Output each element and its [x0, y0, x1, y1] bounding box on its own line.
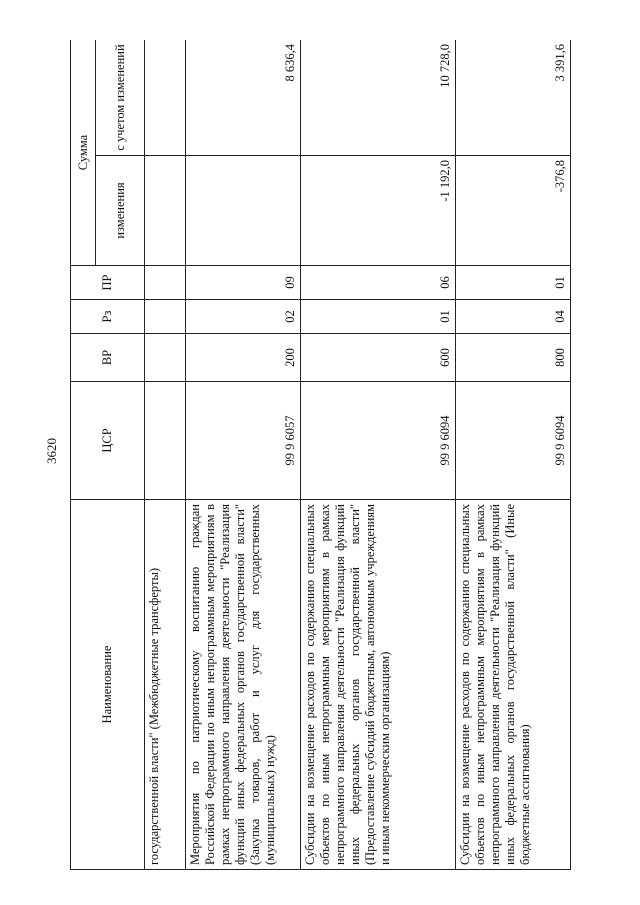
row-vr: 800 [456, 334, 571, 382]
row-name: Субсидии на возмещение расходов по содержанию специальных объектов по иным непрограммным мероприятиям в рамках непрограммного направления деятельности "Реализация функций иных федеральных органов государственной власти" (Иные бюджетные ассигнования) [456, 500, 571, 870]
row-pr: 09 [186, 266, 301, 300]
header-vr: ВР [71, 334, 145, 382]
row-total: 10 728,0 [301, 40, 456, 156]
header-name: Наименование [71, 500, 145, 870]
header-sum: Сумма [71, 40, 96, 266]
row-rz: 01 [301, 300, 456, 334]
row-vr [145, 334, 186, 382]
row-csr: 99 9 6094 [456, 382, 571, 500]
table-row [456, 40, 571, 870]
row-rz: 04 [456, 300, 571, 334]
header-row [71, 40, 96, 870]
row-pr: 01 [456, 266, 571, 300]
header-rz: Рз [71, 300, 145, 334]
row-change [145, 156, 186, 266]
header-csr: ЦСР [71, 382, 145, 500]
row-total [145, 40, 186, 156]
page-number: 3620 [44, 438, 59, 464]
row-vr: 200 [186, 334, 301, 382]
row-rz: 02 [186, 300, 301, 334]
row-csr: 99 9 6094 [301, 382, 456, 500]
row-name: Субсидии на возмещение расходов по содержанию специальных объектов по иным непрограммным мероприятиям в рамках непрограммного направления деятельности "Реализация функций иных федеральных органов государственной власти" (Предоставление субсидий бюджетным, автономным учреждениям и иным некоммерческим организациям) [301, 500, 456, 870]
row-csr: 99 9 6057 [186, 382, 301, 500]
table-row [301, 40, 456, 870]
rotated-page [70, 40, 590, 870]
table-row [186, 40, 301, 870]
row-change [186, 156, 301, 266]
row-vr: 600 [301, 334, 456, 382]
budget-table [70, 40, 571, 870]
row-change: -1 192,0 [301, 156, 456, 266]
table-container [70, 40, 590, 870]
row-name: государственной власти" (Межбюджетные трансферты) [145, 500, 186, 870]
row-rz [145, 300, 186, 334]
row-csr [145, 382, 186, 500]
table-row [145, 40, 186, 870]
header-change: изменения [96, 156, 145, 266]
header-with-change: с учетом изменений [96, 40, 145, 156]
header-pr: ПР [71, 266, 145, 300]
row-total: 8 636,4 [186, 40, 301, 156]
row-total: 3 391,6 [456, 40, 571, 156]
row-name: Мероприятия по патриотическому воспитанию граждан Российской Федерации по иным непрограммным мероприятиям в рамках непрограммного направления деятельности "Реализация функций иных федеральных органов государственной власти" (Закупка товаров, работ и услуг для государственных (муниципальных) нужд) [186, 500, 301, 870]
row-pr: 06 [301, 266, 456, 300]
row-pr [145, 266, 186, 300]
row-change: -376,8 [456, 156, 571, 266]
